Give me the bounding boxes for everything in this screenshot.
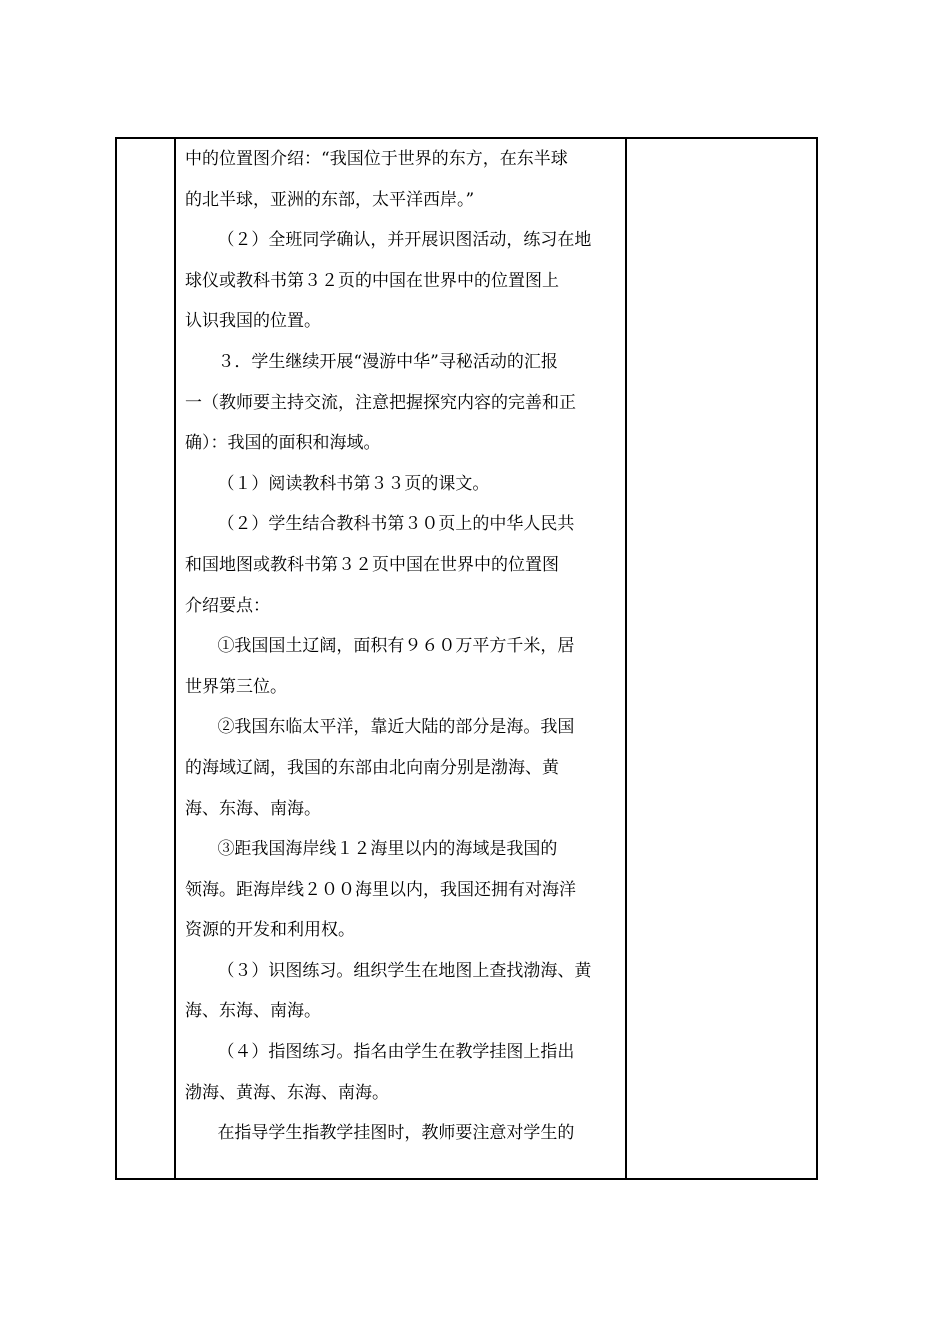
text-line: 认识我国的位置。: [185, 311, 321, 332]
text-line: （２）学生结合教科书第３０页上的中华人民共: [185, 514, 575, 535]
text-line: （３）识图练习。组织学生在地图上查找渤海、黄: [185, 960, 592, 981]
text-line: 世界第三位。: [185, 676, 287, 697]
lesson-content: [185, 139, 621, 1154]
text-line: （２）全班同学确认，并开展识图活动，练习在地: [185, 230, 592, 251]
text-line: ３．学生继续开展“漫游中华”寻秘活动的汇报: [185, 351, 558, 372]
text-line: ①我国国土辽阔，面积有９６０万平方千米，居: [185, 636, 575, 657]
text-line: 海、东海、南海。: [185, 1001, 321, 1022]
column-divider-left: [174, 139, 176, 1178]
text-line: （４）指图练习。指名由学生在教学挂图上指出: [185, 1042, 575, 1063]
lesson-table: [115, 137, 818, 1180]
column-divider-right: [625, 139, 627, 1178]
text-line: 资源的开发和利用权。: [185, 920, 355, 941]
text-line: 一（教师要主持交流，注意把握探究内容的完善和正: [185, 392, 576, 413]
text-line: 确）：我国的面积和海域。: [185, 433, 381, 454]
text-line: 在指导学生指教学挂图时，教师要注意对学生的: [185, 1123, 575, 1144]
text-line: 和国地图或教科书第３２页中国在世界中的位置图: [185, 554, 559, 575]
text-line: ③距我国海岸线１２海里以内的海域是我国的: [185, 839, 558, 860]
text-line: 渤海、黄海、东海、南海。: [185, 1082, 389, 1103]
text-line: 的北半球，亚洲的东部，太平洋西岸。”: [185, 189, 475, 210]
text-line: 球仪或教科书第３２页的中国在世界中的位置图上: [185, 270, 559, 291]
text-line: 介绍要点：: [185, 595, 270, 616]
text-line: 的海域辽阔，我国的东部由北向南分别是渤海、黄: [185, 757, 559, 778]
text-line: 领海。距海岸线２００海里以内，我国还拥有对海洋: [185, 879, 576, 900]
text-line: 海、东海、南海。: [185, 798, 321, 819]
text-line: （１）阅读教科书第３３页的课文。: [185, 473, 490, 494]
text-line: ②我国东临太平洋，靠近大陆的部分是海。我国: [185, 717, 575, 738]
text-line: 中的位置图介绍：“我国位于世界的东方，在东半球: [185, 149, 568, 169]
